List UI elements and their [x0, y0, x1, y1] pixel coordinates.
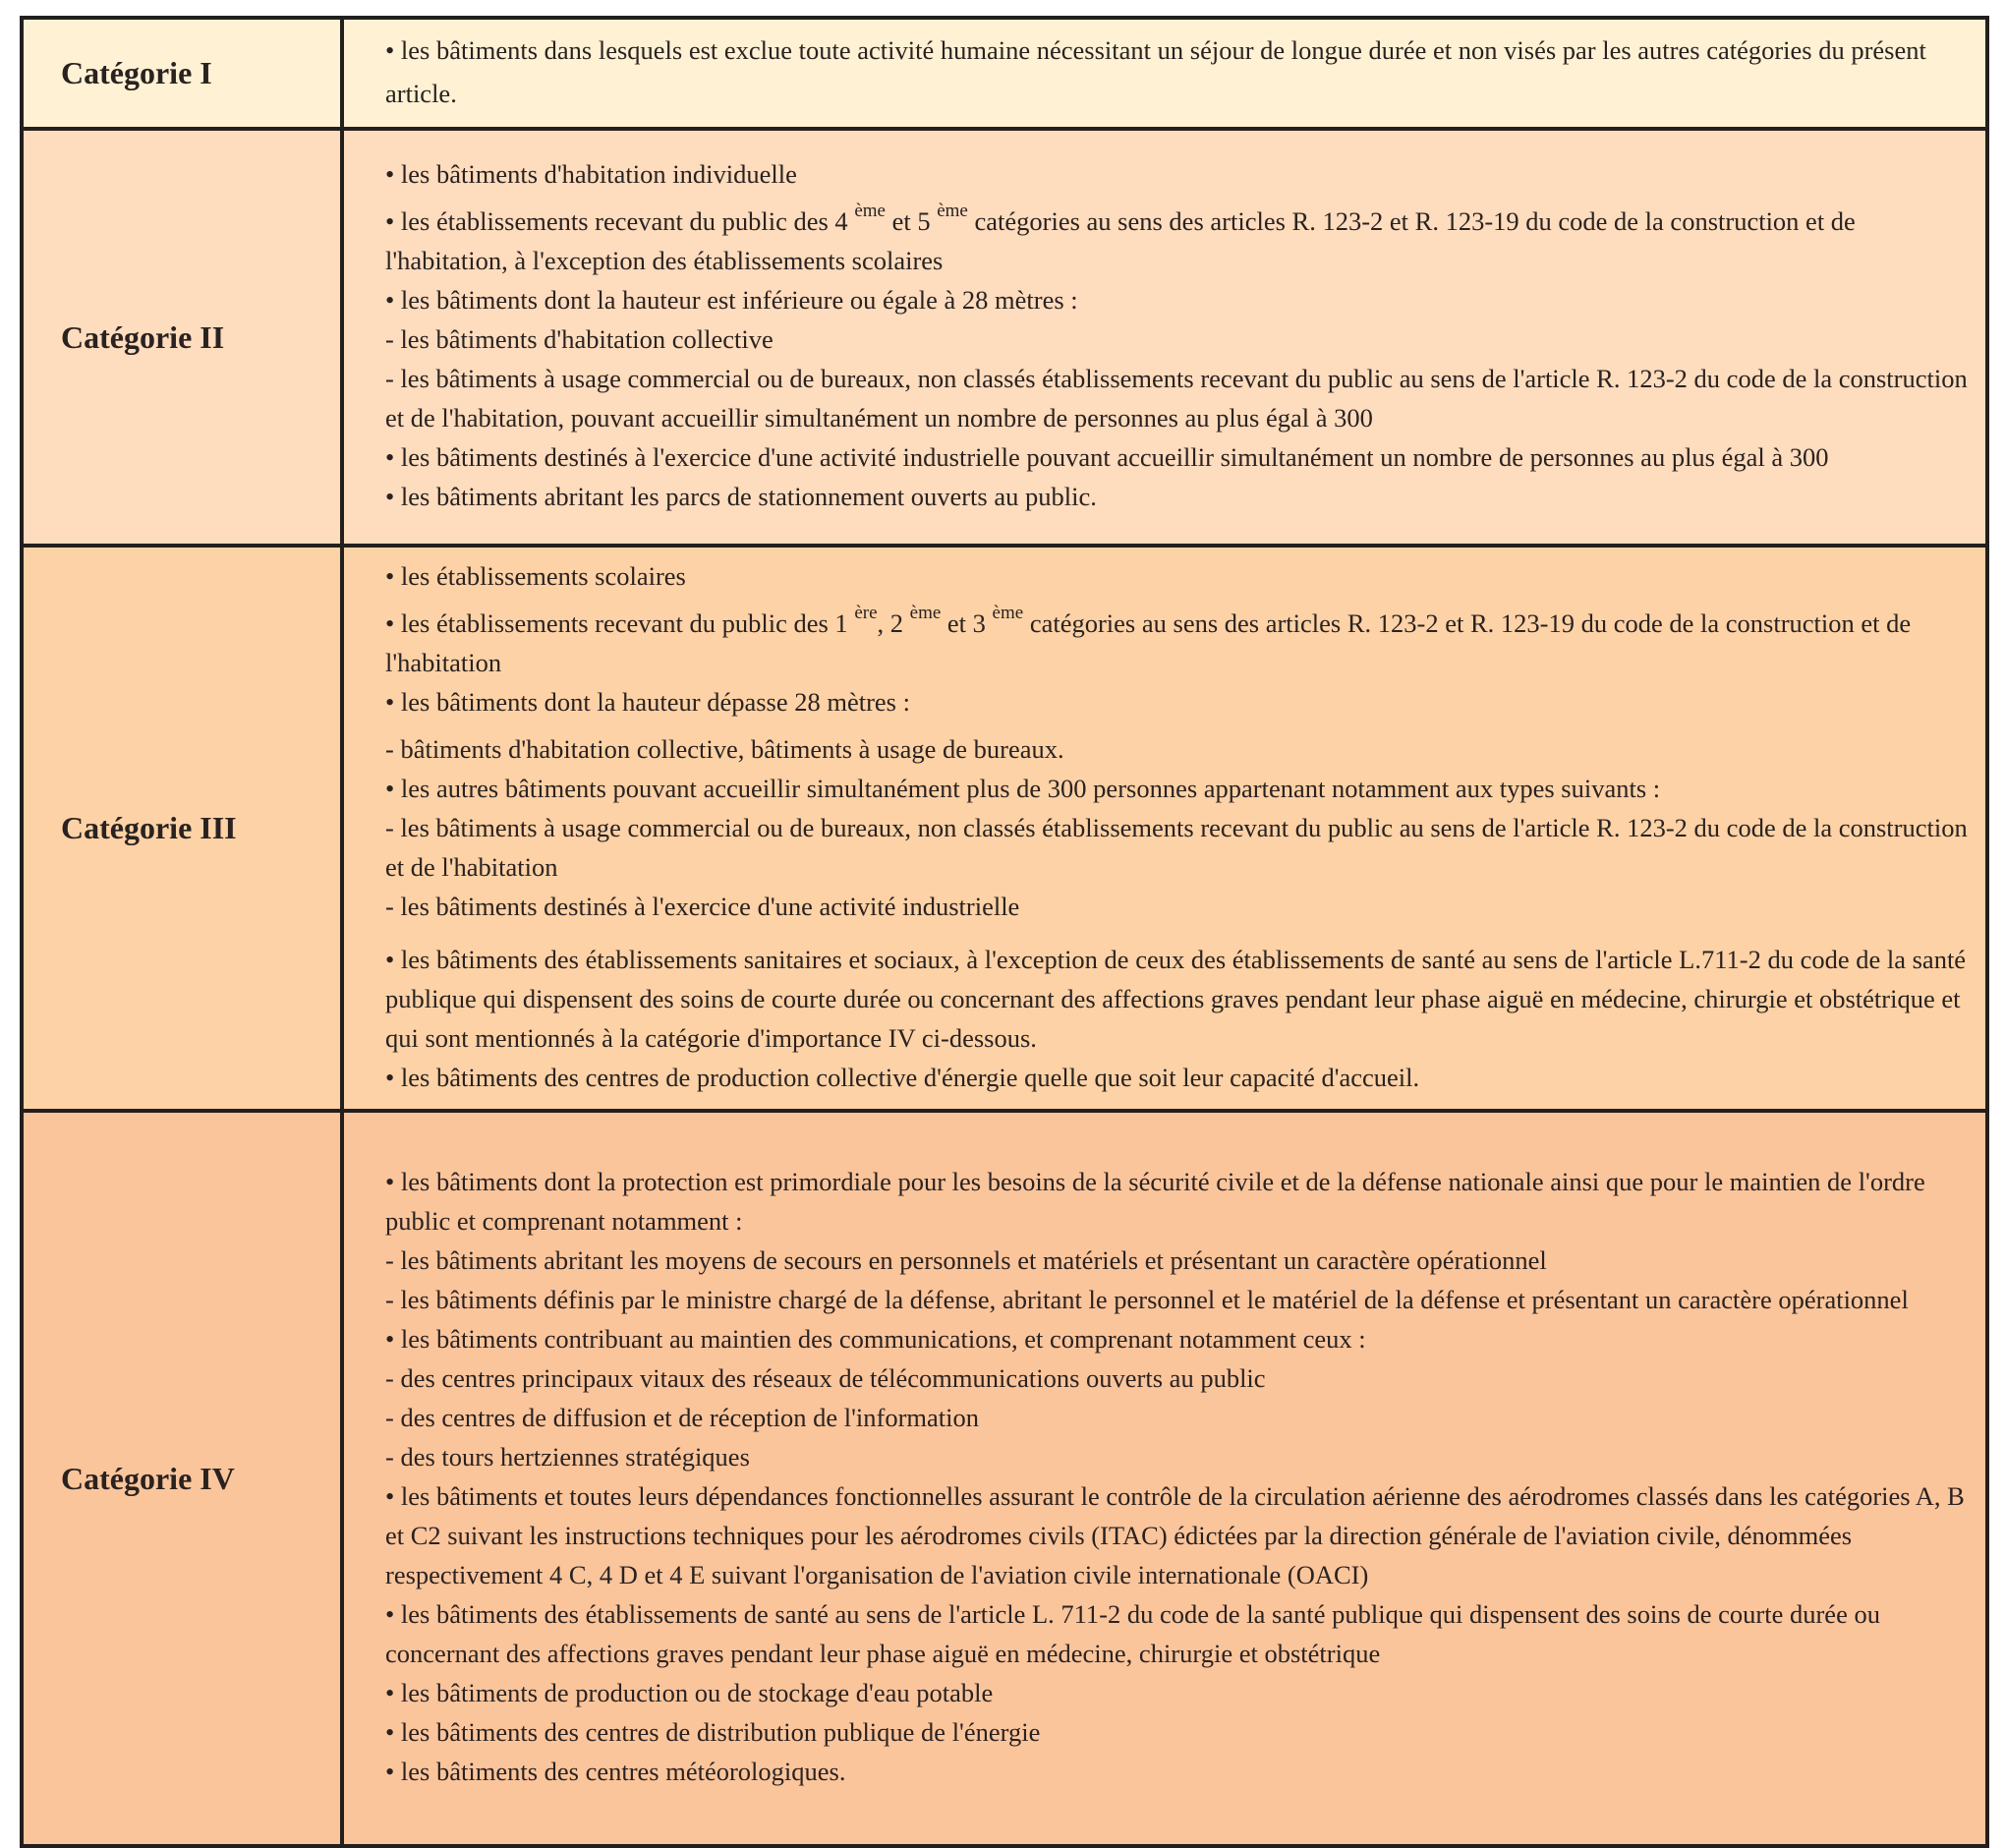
table-row-category-II	[22, 129, 1987, 546]
description-line: • les autres bâtiments pouvant accueillir simultanément plus de 300 personnes appartenant notamment aux types suivants :	[385, 773, 1661, 803]
description-line	[385, 202, 1974, 280]
text-segment: et 3	[941, 607, 993, 638]
text-segment: catégories au sens des articles R. 123-2 et R. 123-19 du code de la construction et de l'habitation, à l'exception des établissements scolaires	[385, 206, 1856, 275]
description-line: • les bâtiments des établissements de santé au sens de l'article L. 711-2 du code de la santé publique qui dispensent des soins de courte durée ou concernant des affections graves pendant leur phase aiguë en médecine, chirurgie et obstétrique	[385, 1599, 1880, 1668]
category-description	[342, 18, 1987, 129]
description-line: • les bâtiments des centres de production collective d'énergie quelle que soit leur capacité d'accueil.	[385, 1062, 1420, 1092]
category-label: Catégorie III	[22, 546, 342, 1111]
category-description	[342, 129, 1987, 546]
description-line: • les bâtiments et toutes leurs dépendances fonctionnelles assurant le contrôle de la circulation aérienne des aérodromes classés dans les catégories A, B et C2 suivant les instructions techniques pour les aérodromes civils (ITAC) édictées par la direction générale de l'aviation civile, dénommées respectivement 4 C, 4 D et 4 E suivant l'organisation de l'aviation civile internationale (OACI)	[385, 1481, 1965, 1589]
description-line: - les bâtiments destinés à l'exercice d'une activité industrielle	[385, 891, 1020, 921]
description-line: - bâtiments d'habitation collective, bâtiments à usage de bureaux.	[385, 733, 1064, 764]
description-line: • les bâtiments dont la hauteur est inférieure ou égale à 28 mètres :	[385, 285, 1078, 315]
description-line: - les bâtiments à usage commercial ou de bureaux, non classés établissements recevant du public au sens de l'article R. 123-2 du code de la construction et de l'habitation, pouvant accueillir simultanément un nombre de personnes au plus égal à 300	[385, 364, 1968, 433]
description-line: • les établissements scolaires	[385, 560, 686, 591]
text-segment: catégories au sens des articles R. 123-2 et R. 123-19 du code de la construction et de l'habitation	[385, 607, 1912, 677]
importance-categories-table	[20, 16, 1989, 1848]
description-line: • les bâtiments dans lesquels est exclue toute activité humaine nécessitant un séjour de longue durée et non visés par les autres catégories du présent article.	[385, 34, 1926, 108]
description-line: • les bâtiments destinés à l'exercice d'une activité industrielle pouvant accueillir simultanément un nombre de personnes au plus égal à 300	[385, 442, 1829, 472]
description-line: • les bâtiments des centres météorologiques.	[385, 1757, 846, 1786]
description-line: • les bâtiments d'habitation individuelle	[385, 159, 797, 189]
category-description	[342, 546, 1987, 1111]
description-line: - des tours hertziennes stratégiques	[385, 1442, 750, 1472]
category-label: Catégorie I	[22, 18, 342, 129]
text-segment: , 2	[877, 607, 910, 638]
description-line: - les bâtiments d'habitation collective	[385, 324, 773, 354]
description-line: • les bâtiments dont la hauteur dépasse 28 mètres :	[385, 686, 910, 717]
category-label: Catégorie II	[22, 129, 342, 546]
category-description	[342, 1111, 1987, 1846]
description-line: • les bâtiments dont la protection est primordiale pour les besoins de la sécurité civile et de la défense nationale ainsi que pour le maintien de l'ordre public et comprenant notamment :	[385, 1167, 1925, 1236]
table-row-category-I	[22, 18, 1987, 129]
description-line: - les bâtiments définis par le ministre chargé de la défense, abritant le personnel et le matériel de la défense et présentant un caractère opérationnel	[385, 1285, 1909, 1314]
description-line: • les bâtiments abritant les parcs de stationnement ouverts au public.	[385, 482, 1097, 511]
text-segment: et 5	[885, 206, 938, 236]
superscript: ème	[937, 201, 968, 221]
superscript: ème	[854, 201, 886, 221]
description-line: - les bâtiments à usage commercial ou de bureaux, non classés établissements recevant du public au sens de l'article R. 123-2 du code de la construction et de l'habitation	[385, 812, 1968, 882]
category-label: Catégorie IV	[22, 1111, 342, 1846]
description-line: • les bâtiments des établissements sanitaires et sociaux, à l'exception de ceux des établissements de santé au sens de l'article L.711-2 du code de la santé publique qui dispensent des soins de courte durée ou concernant des affections graves pendant leur phase aiguë en médecine, chirurgie et obstétrique et qui sont mentionnés à la catégorie d'importance IV ci-dessous.	[385, 944, 1967, 1053]
superscript: ème	[909, 602, 942, 623]
table-row-category-IV	[22, 1111, 1987, 1846]
superscript: ère	[854, 602, 878, 623]
description-line: • les bâtiments contribuant au maintien des communications, et comprenant notamment ceux :	[385, 1324, 1366, 1354]
description-line: • les bâtiments des centres de distribution publique de l'énergie	[385, 1717, 1041, 1747]
superscript: ème	[992, 602, 1024, 623]
description-line: - des centres de diffusion et de réception de l'information	[385, 1403, 980, 1432]
text-segment: • les établissements recevant du public des 4	[385, 206, 855, 236]
description-line: - des centres principaux vitaux des réseaux de télécommunications ouverts au public	[385, 1363, 1266, 1393]
description-line	[385, 604, 1974, 682]
description-line: • les bâtiments de production ou de stockage d'eau potable	[385, 1678, 994, 1707]
table-row-category-III	[22, 546, 1987, 1111]
description-line: - les bâtiments abritant les moyens de secours en personnels et matériels et présentant un caractère opérationnel	[385, 1245, 1547, 1275]
text-segment: • les établissements recevant du public des 1	[385, 607, 855, 638]
